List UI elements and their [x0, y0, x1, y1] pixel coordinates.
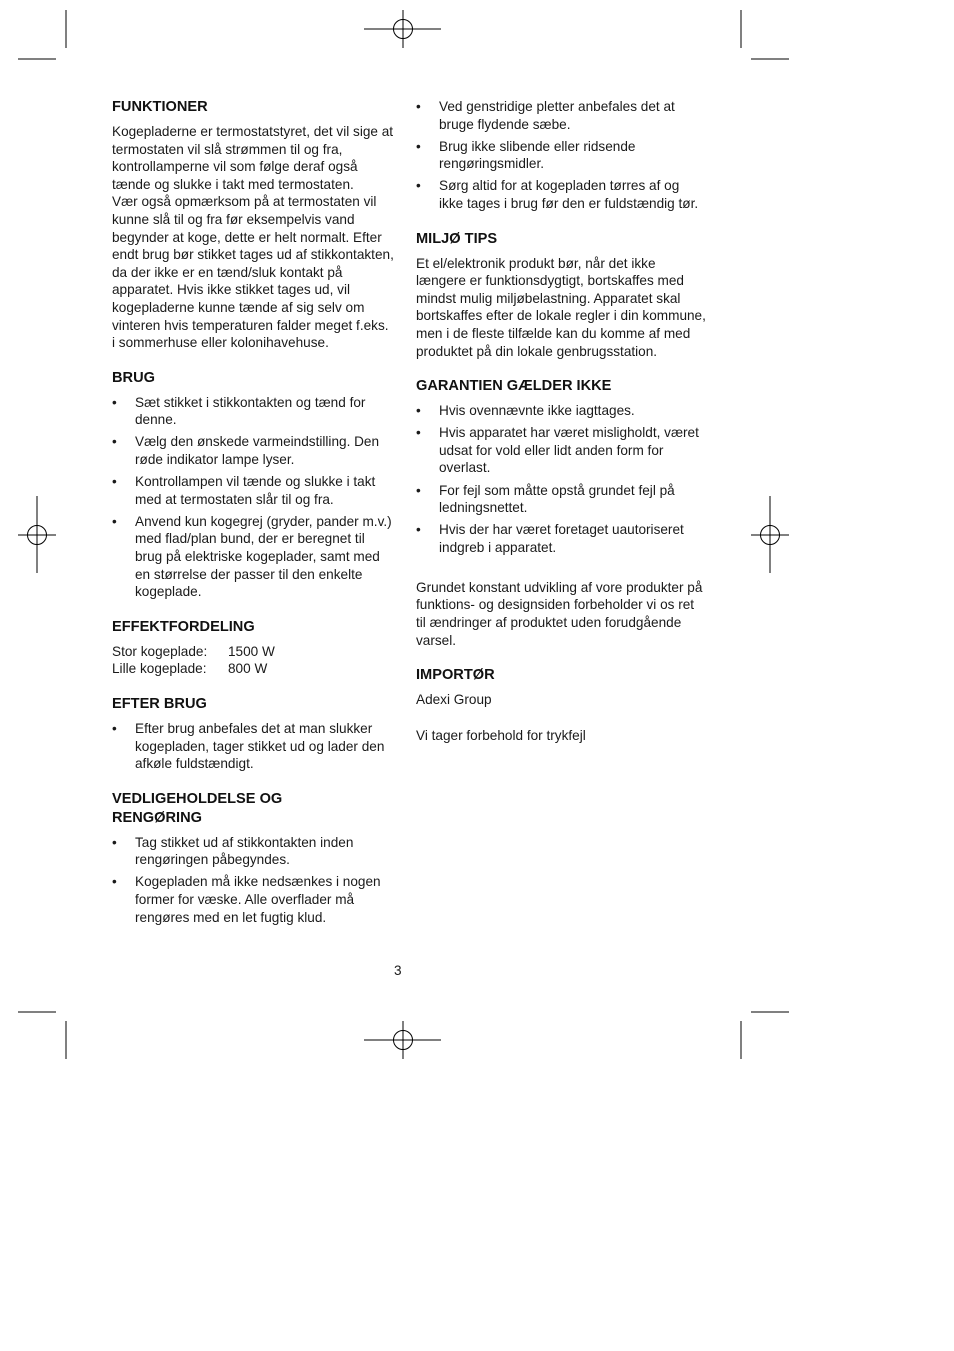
- section-garanti: [416, 377, 706, 649]
- list-item: • Tag stikket ud af stikkontakten inden rengøringen påbegyndes.: [112, 834, 354, 868]
- paragraph: Et el/elektronik produkt bør, når det ikke længere er funktionsdygtigt, bortskaffes med mindst mulig miljøbelastning. Apparatet skal bortskaffes efter de lokale regler i din kommune, men i de fleste tilfælde kan du komme af med produktet på din lokale genbrugsstation.: [416, 255, 706, 359]
- registration-mark-left: [18, 496, 56, 573]
- list-item: • Vælg den ønskede varmeindstilling. Den røde indikator lampe lyser.: [112, 434, 380, 467]
- bullet-icon: •: [112, 474, 117, 490]
- left-column: [112, 98, 394, 943]
- bullet-list: [416, 402, 706, 556]
- list-item: • Ved genstridige pletter anbefales det at bruge flydende sæbe.: [416, 99, 675, 132]
- bullet-icon: •: [112, 874, 117, 890]
- list-item: • Hvis der har været foretaget uautoriseret indgreb i apparatet.: [416, 522, 684, 555]
- power-value: 800 W: [228, 661, 268, 677]
- list-item: • Kontrollampen vil tænde og slukke i takt med at termostaten slår til og fra.: [112, 474, 376, 507]
- section-cleaning-continued: [416, 98, 706, 213]
- power-value: 1500 W: [228, 643, 275, 659]
- bullet-icon: •: [416, 178, 421, 194]
- section-heading: VEDLIGEHOLDELSE OG RENGØRING: [112, 790, 283, 826]
- table-row: [112, 643, 275, 661]
- bullet-icon: •: [112, 834, 117, 850]
- power-label: Lille kogeplade:: [112, 661, 207, 677]
- company-name: Adexi Group: [416, 692, 492, 708]
- page-number: 3: [394, 963, 402, 978]
- bullet-list: [112, 834, 394, 926]
- bullet-icon: •: [416, 425, 421, 441]
- disclaimer: Vi tager forbehold for trykfejl: [416, 727, 586, 743]
- section-funktioner: [112, 98, 394, 352]
- paragraph: Kogepladerne er termostatstyret, det vil sige at termostaten vil slå strømmen til og fra, kontrollamperne vil som følge deraf også tænde og slukke i takt med termostaten.: [112, 124, 394, 192]
- table-row: [112, 660, 275, 678]
- section-heading: EFFEKTFORDELING: [112, 618, 255, 635]
- bullet-icon: •: [416, 482, 421, 498]
- list-item: • Hvis apparatet har været misligholdt, været udsat for vold eller lidt anden form for overlast.: [416, 425, 699, 476]
- list-item: • For fejl som måtte opstå grundet fejl på ledningsnettet.: [416, 482, 675, 516]
- section-heading: EFTER BRUG: [112, 695, 207, 712]
- section-efter-brug: [112, 695, 394, 773]
- bullet-icon: •: [112, 394, 117, 410]
- list-item: • Efter brug anbefales det at man slukker kogepladen, tager stikket ud og lader den afkøle fuldstændigt.: [112, 720, 385, 772]
- section-miljo-tips: [416, 230, 706, 361]
- section-heading: GARANTIEN GÆLDER IKKE: [416, 378, 612, 395]
- power-table: [112, 643, 275, 678]
- section-effektfordeling: [112, 618, 394, 678]
- section-heading: MILJØ TIPS: [416, 230, 498, 247]
- power-label: Stor kogeplade:: [112, 643, 208, 659]
- bullet-icon: •: [112, 434, 117, 450]
- notice-paragraph: Grundet konstant udvikling af vore produkter på funktions- og designsiden forbeholder vi os ret til ændringer af produktet uden forudgående varsel.: [416, 579, 703, 648]
- bullet-icon: •: [416, 138, 421, 154]
- list-item: • Anvend kun kogegrej (gryder, pander m.v.) med flad/plan bund, der er beregnet til brug på elektriske kogeplader, samt med en størrelse der passer til den enkelte kogeplade.: [112, 513, 392, 600]
- right-column: [416, 98, 706, 761]
- bullet-icon: •: [416, 403, 421, 419]
- list-item: • Kogepladen må ikke nedsænkes i nogen former for væske. Alle overflader må rengøres med en let fugtig klud.: [112, 874, 381, 925]
- list-item: • Sæt stikket i stikkontakten og tænd for denne.: [112, 394, 366, 428]
- list-item: • Brug ikke slibende eller ridsende rengøringsmidler.: [416, 138, 636, 172]
- bullet-icon: •: [112, 720, 117, 736]
- bullet-list: [416, 98, 706, 213]
- bullet-icon: •: [112, 513, 117, 529]
- list-item: • Sørg altid for at kogepladen tørres af og ikke tages i brug før den er fuldstændig tør.: [416, 178, 699, 211]
- registration-mark-top: [364, 10, 441, 48]
- section-heading: IMPORTØR: [416, 667, 495, 684]
- bullet-list: [112, 720, 394, 773]
- registration-mark-right: [751, 496, 789, 573]
- bullet-icon: •: [416, 99, 421, 114]
- bullet-icon: •: [416, 522, 421, 538]
- section-importor: [416, 666, 706, 744]
- registration-mark-bottom: [364, 1021, 441, 1059]
- list-item: • Hvis ovennævnte ikke iagttages.: [416, 403, 635, 419]
- section-heading: FUNKTIONER: [112, 99, 208, 115]
- bullet-list: [112, 394, 394, 601]
- section-heading: BRUG: [112, 369, 155, 386]
- section-brug: [112, 369, 394, 601]
- paragraph: Vær også opmærksom på at termostaten vil kunne slå til og fra før eksempelvis vand begynder at koge, dette er helt normalt. Efter endt brug bør stikket tages ud af stikkontakten, da der ikke er en tænd/sluk kontakt på apparatet. Hvis ikke stikket tages ud, vil kogepladerne kunne tænde af sig selv om vinteren hvis temperaturen falder meget f.eks. i sommerhuse eller kolonihavehuse.: [112, 194, 394, 351]
- section-vedligeholdelse: [112, 790, 394, 926]
